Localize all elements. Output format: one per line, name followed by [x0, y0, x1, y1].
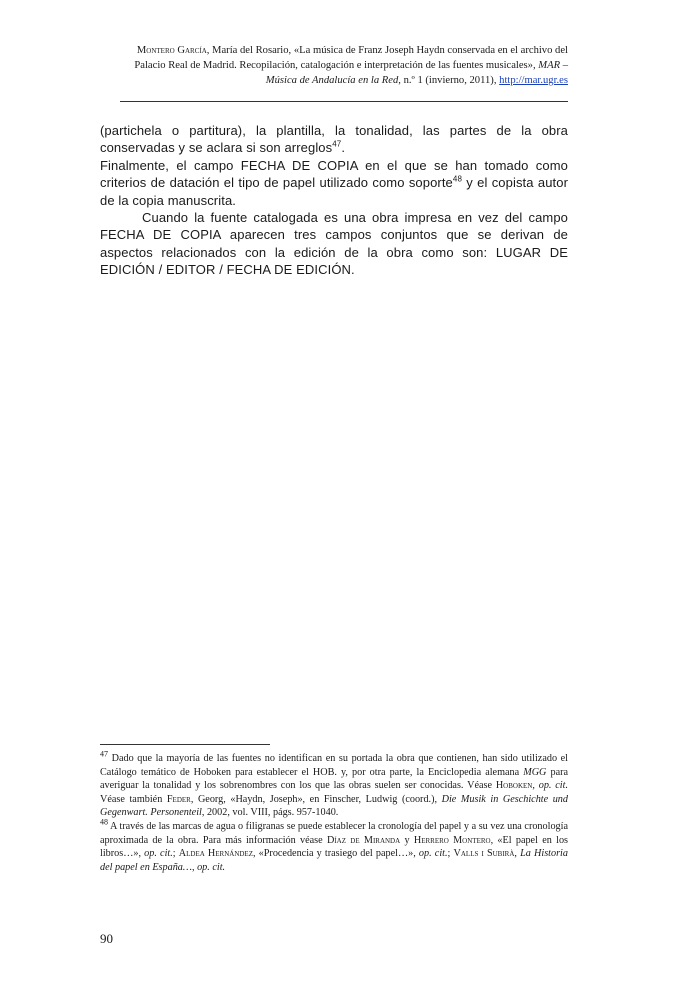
paragraph-1: [100, 122, 568, 157]
footnote-48-opcit: op. cit.: [144, 848, 173, 860]
main-text: [100, 122, 568, 279]
footnote-48-text: , «El papel en los libros…»,: [100, 834, 568, 860]
footnote-48-opcit: op. cit.: [418, 848, 448, 860]
footnote-47-text: , 2002, vol. VIII, págs. 957-1040.: [201, 807, 339, 819]
footnote-48-aldea: Aldea Hernández: [178, 848, 253, 860]
footnote-47-text: Véase también: [100, 793, 167, 805]
footnote-48-text: ;: [172, 848, 179, 860]
footnote-47-mgg-title: Die Musik in Geschichte und Gegenwart. Personenteil: [100, 793, 568, 819]
footnote-48-text: ,: [514, 848, 521, 860]
header-divider: [120, 101, 568, 102]
paragraph-2: [100, 157, 568, 209]
paragraph-1-end: .: [341, 140, 346, 156]
footnote-47-feder: Feder: [166, 793, 191, 805]
footnote-48: [100, 817, 568, 874]
footnote-48-text: ,: [191, 861, 198, 873]
footnote-47-text: , Georg, «Haydn, Joseph», en Finscher, Ludwig (coord.),: [190, 793, 442, 805]
paragraph-1-text: (partichela o partitura), la plantilla, la tonalidad, las partes de la obra conservadas y se aclara si son arreglos: [100, 123, 568, 156]
footnote-47-number: 47: [100, 749, 108, 759]
footnote-ref-47[interactable]: 47: [332, 140, 342, 150]
page-number: 90: [100, 931, 113, 946]
header-citation: , María del Rosario, «La música de Franz Joseph Haydn conservada en el archivo del Palacio Real de Madrid. Recopilación, catalogación e interpretación de las fuentes musicales»,: [134, 45, 568, 71]
paragraph-2-end: y el copista autor de la copia manuscrita.: [100, 175, 568, 208]
footnote-47-text: Dado que la mayoría de las fuentes no identifican en su portada la obra que contienen, han sido utilizado el Catálogo temático de Hoboken para establecer el HOB. y, por otra parte, la Enciclopedia alemana: [100, 753, 568, 778]
header-issue: , n.º 1 (invierno, 2011),: [398, 75, 500, 86]
footnote-47-text: para averiguar la tonalidad y los sobrenombres con los que las obras suelen ser conocidas. Véase: [100, 766, 568, 792]
header-journal-title: MAR – Música de Andalucía en la Red: [265, 60, 568, 86]
footnote-48-diaz: Díaz de Miranda: [326, 834, 401, 846]
footnote-48-herrero: Herrero Montero: [413, 834, 491, 846]
footnote-48-text: ;: [447, 848, 454, 860]
footnote-48-opcit: op. cit.: [197, 861, 226, 873]
paragraph-3: Cuando la fuente catalogada es una obra impresa en vez del campo FECHA DE COPIA aparecen tres campos conjuntos que se derivan de aspectos relacionados con la edición de la obra como son: LUGAR DE EDICIÓN / EDITOR / FECHA DE EDICIÓN.: [100, 210, 568, 278]
footnote-48-text: , «Procedencia y trasiego del papel…»,: [252, 848, 419, 860]
header-url-link[interactable]: http://mar.ugr.es: [499, 75, 568, 86]
footnote-ref-48[interactable]: 48: [452, 174, 462, 184]
footnote-divider: [100, 744, 270, 745]
footnote-48-historia: La Historia del papel en España…: [100, 848, 568, 873]
footnote-47: [100, 749, 569, 820]
paragraph-2-text: Finalmente, el campo FECHA DE COPIA en el que se han tomado como criterios de datación el tipo de papel utilizado como soporte: [100, 157, 568, 191]
footnote-48-number: 48: [100, 817, 108, 827]
footnote-47-opcit: op. cit.: [538, 780, 569, 792]
footnote-48-valls: Valls i Subirà: [453, 848, 515, 860]
footnote-47-mgg: MGG: [523, 766, 547, 778]
footnote-47-text: ,: [532, 780, 539, 792]
footnotes: [100, 749, 569, 874]
header-author-surname: Montero García: [136, 45, 207, 56]
footnote-48-text: y: [400, 834, 414, 846]
footnote-47-hoboken: Hoboken: [495, 780, 533, 792]
footnote-48-text: A través de las marcas de agua o filigranas se puede establecer la cronología del papel y a su vez una cronología aproximada de la obra. Para más información véase: [100, 820, 568, 846]
running-header: [120, 43, 568, 88]
